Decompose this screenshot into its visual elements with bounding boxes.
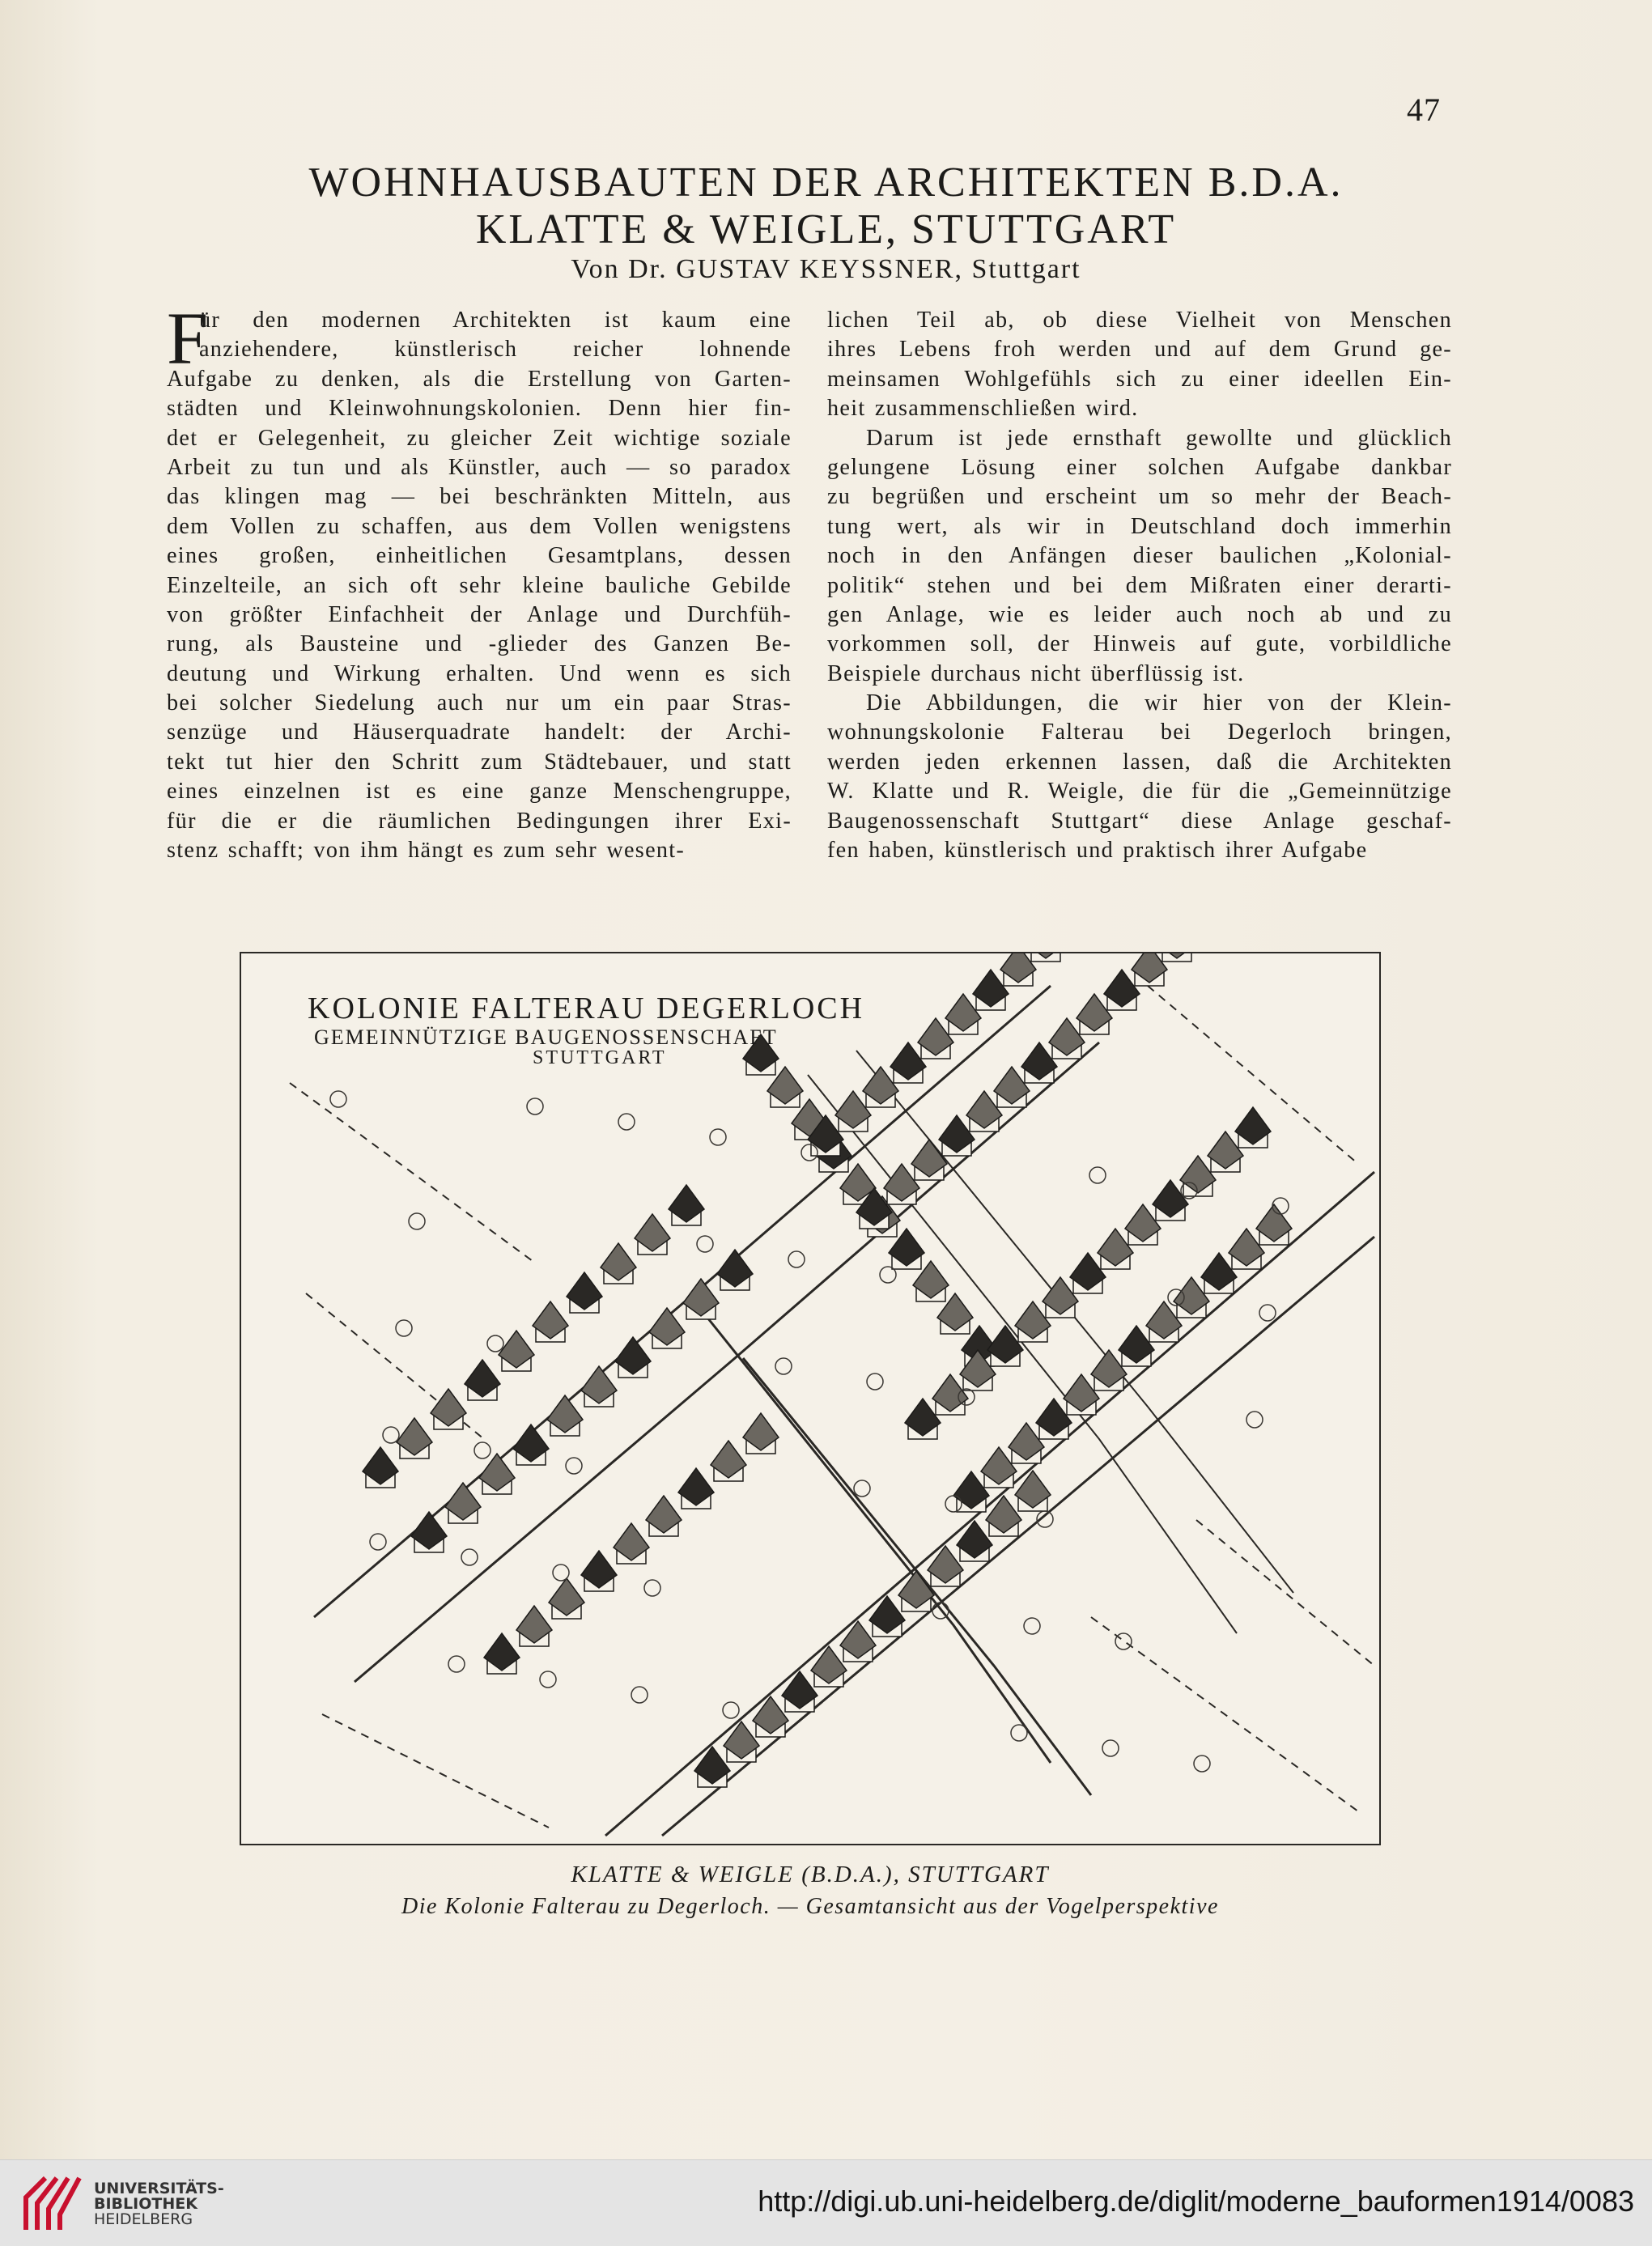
tree-drawing: [487, 1335, 503, 1352]
tree-drawing: [1259, 1305, 1276, 1321]
tree-drawing: [723, 1702, 739, 1718]
house-drawing: [549, 1578, 584, 1619]
plan-title-line-1: KOLONIE FALTERAU DEGERLOCH: [308, 991, 865, 1025]
text-line: bei solcher Siedelung auch nur um ein paar Stras-: [167, 690, 792, 716]
text-line: politik“ stehen und bei dem Mißraten einer derarti-: [827, 572, 1452, 598]
street-line: [1091, 1617, 1358, 1811]
text-line: städten und Kleinwohnungskolonien. Denn hier fin-: [167, 396, 792, 422]
text-line: rung, als Bausteine und -glieder des Ganzen Be-: [167, 631, 792, 657]
tree-drawing: [409, 1213, 425, 1229]
house-drawing: [743, 1413, 779, 1454]
tree-drawing: [330, 1091, 346, 1107]
house-drawing: [683, 1279, 719, 1319]
text-line: Die Abbildungen, die wir hier von der Klein-: [866, 690, 1452, 716]
house-drawing: [397, 1418, 432, 1458]
tree-drawing: [1089, 1167, 1106, 1183]
figure-caption-description: Die Kolonie Falterau zu Degerloch. — Gesamtansicht aus der Vogelperspektive: [401, 1894, 1219, 1919]
text-line: Baugenossenschaft Stuttgart“ diese Anlage geschaf-: [827, 808, 1452, 834]
house-drawing: [581, 1366, 617, 1407]
tree-drawing: [880, 1267, 896, 1283]
figure-caption-architects: KLATTE & WEIGLE (B.D.A.), STUTTGART: [571, 1862, 1050, 1887]
house-drawing: [635, 1214, 670, 1255]
text-line: W. Klatte und R. Weigle, die für die „Gemeinnützige: [827, 779, 1452, 805]
street-line: [1196, 1520, 1374, 1666]
text-line: Darum ist jede ernsthaft gewollte und glücklich: [866, 425, 1452, 451]
library-name-line-1: UNIVERSITÄTS-: [94, 2180, 224, 2197]
text-line: fen haben, künstlerisch und praktisch ihrer Aufgabe: [827, 838, 1368, 864]
tree-drawing: [867, 1373, 883, 1390]
street-line: [322, 1714, 549, 1828]
text-line: für die er die räumlichen Bedingungen ihrer Exi-: [167, 808, 792, 834]
house-drawing: [431, 1389, 466, 1429]
tree-drawing: [1194, 1756, 1210, 1772]
text-line: Einzelteile, an sich oft sehr kleine bauliche Gebilde: [167, 572, 792, 598]
plan-title-line-2: GEMEINNÜTZIGE BAUGENOSSENSCHAFT: [314, 1025, 778, 1049]
page-number: 47: [1407, 91, 1441, 128]
house-drawing: [465, 1360, 500, 1400]
house-drawing: [717, 1250, 753, 1290]
text-line: eines einzelnen ist es eine ganze Menschengruppe,: [167, 779, 792, 805]
tree-drawing: [566, 1458, 582, 1474]
street-line: [290, 1083, 533, 1261]
figure-bird-eye-view: [240, 952, 1381, 1845]
tree-drawing: [1024, 1618, 1040, 1634]
text-line: noch in den Anfängen dieser baulichen „Kolonial-: [827, 543, 1452, 569]
house-drawing: [411, 1512, 447, 1552]
house-drawing: [445, 1483, 481, 1523]
text-line: deutung und Wirkung erhalten. Und wenn es sich: [167, 660, 792, 686]
text-line: senzüge und Häuserquadrate handelt: der Archi-: [167, 720, 792, 745]
house-drawing: [516, 1606, 552, 1646]
library-name-line-3: HEIDELBERG: [94, 2210, 193, 2228]
house-drawing: [479, 1454, 515, 1494]
house-drawing: [499, 1331, 534, 1371]
tree-drawing: [644, 1580, 660, 1596]
text-line: heit zusammenschließen wird.: [827, 396, 1139, 422]
tree-drawing: [854, 1480, 870, 1497]
tree-drawing: [697, 1236, 713, 1252]
text-line: das klingen mag — bei beschränkten Mitteln, aus: [167, 484, 792, 510]
tree-drawing: [540, 1671, 556, 1688]
tree-drawing: [775, 1358, 792, 1374]
text-line: tung wert, als wir in Deutschland doch immerhin: [827, 513, 1452, 539]
text-column-left: [167, 297, 792, 865]
house-drawing: [601, 1243, 636, 1284]
source-url-link[interactable]: http://digi.ub.uni-heidelberg.de/diglit/moderne_bauformen1914/0083: [758, 2184, 1634, 2218]
street-line: [808, 1075, 1237, 1633]
library-name: [94, 2181, 224, 2227]
drop-cap: F: [167, 297, 209, 380]
house-drawing: [547, 1395, 583, 1436]
house-drawing: [1235, 1107, 1271, 1148]
text-column-right: [827, 306, 1452, 865]
tree-drawing: [710, 1129, 726, 1145]
text-line: ihres Lebens froh werden und auf dem Grund ge-: [827, 337, 1452, 363]
house-drawing: [669, 1185, 704, 1225]
text-line: wohnungskolonie Falterau bei Degerloch bringen,: [827, 720, 1452, 745]
text-line: dem Vollen zu schaffen, aus dem Vollen wenigstens: [167, 513, 792, 539]
tree-drawing: [461, 1549, 478, 1565]
tree-drawing: [370, 1534, 386, 1550]
tree-drawing: [618, 1114, 635, 1130]
text-line: gelungene Lösung einer solchen Aufgabe dankbar: [827, 454, 1452, 480]
text-line: Beispiele durchaus nicht überflüssig ist.: [827, 660, 1245, 686]
text-line: stenz schafft; von ihm hängt es zum sehr wesent-: [167, 838, 686, 864]
text-line: zu begrüßen und erscheint um so mehr der Beach-: [827, 484, 1452, 510]
plan-title-line-3: STUTTGART: [533, 1047, 667, 1068]
article-title-line-2: KLATTE & WEIGLE, STUTTGART: [475, 206, 1177, 253]
library-logo-icon: [21, 2173, 83, 2235]
house-drawing: [1159, 953, 1195, 962]
house-drawing: [711, 1441, 746, 1481]
text-line: Arbeit zu tun und als Künstler, auch — so paradox: [167, 454, 792, 480]
text-line: tekt tut hier den Schritt zum Städtebauer, und statt: [167, 749, 792, 775]
house-drawing: [567, 1272, 602, 1313]
tree-drawing: [1246, 1412, 1263, 1428]
tree-drawing: [1011, 1725, 1027, 1741]
text-line: meinsamen Wohlgefühls sich zu einer ideellen Ein-: [827, 366, 1452, 392]
house-drawing: [614, 1523, 649, 1564]
text-line: werden jeden erkennen lassen, daß die Architekten: [827, 749, 1452, 775]
house-drawing: [678, 1468, 714, 1509]
street-line: [856, 1051, 1293, 1593]
library-name-line-2: BIBLIOTHEK: [94, 2195, 197, 2213]
text-line: von größter Einfachheit der Anlage und Durchfüh-: [167, 601, 792, 627]
site-plan-illustration: [241, 953, 1379, 1844]
tree-drawing: [1102, 1740, 1119, 1756]
tree-drawing: [553, 1565, 569, 1581]
library-footer: [0, 2159, 1652, 2246]
house-drawing: [484, 1633, 520, 1674]
text-line: anziehendere, künstlerisch reicher lohnende: [199, 337, 792, 363]
house-drawing: [513, 1424, 549, 1465]
text-line: lichen Teil ab, ob diese Vielheit von Menschen: [827, 308, 1452, 333]
text-line: ür den modernen Architekten ist kaum eine: [199, 308, 792, 333]
tree-drawing: [396, 1320, 412, 1336]
house-drawing: [615, 1337, 651, 1378]
tree-drawing: [631, 1687, 648, 1703]
house-drawing: [363, 1447, 398, 1488]
text-line: eines großen, einheitlichen Gesamtplans, dessen: [167, 543, 792, 569]
house-drawing: [649, 1308, 685, 1348]
house-drawing: [533, 1301, 568, 1342]
tree-drawing: [474, 1442, 491, 1458]
tree-drawing: [448, 1656, 465, 1672]
tree-drawing: [788, 1251, 805, 1267]
article-title-line-1: WOHNHAUSBAUTEN DER ARCHITEKTEN B.D.A.: [308, 159, 1344, 206]
tree-drawing: [527, 1098, 543, 1115]
house-drawing: [1028, 953, 1064, 962]
text-line: vorkommen soll, der Hinweis auf gute, vorbildliche: [827, 631, 1452, 657]
house-drawing: [646, 1496, 682, 1536]
tree-drawing: [1115, 1633, 1132, 1649]
text-line: Aufgabe zu denken, als die Erstellung von Garten-: [167, 366, 792, 392]
tree-drawing: [383, 1427, 399, 1443]
house-drawing: [581, 1551, 617, 1591]
text-line: det er Gelegenheit, zu gleicher Zeit wichtige soziale: [167, 425, 792, 451]
text-line: gen Anlage, wie es leider auch noch ab und zu: [827, 601, 1452, 627]
article-byline: Von Dr. GUSTAV KEYSSNER, Stuttgart: [571, 254, 1081, 284]
